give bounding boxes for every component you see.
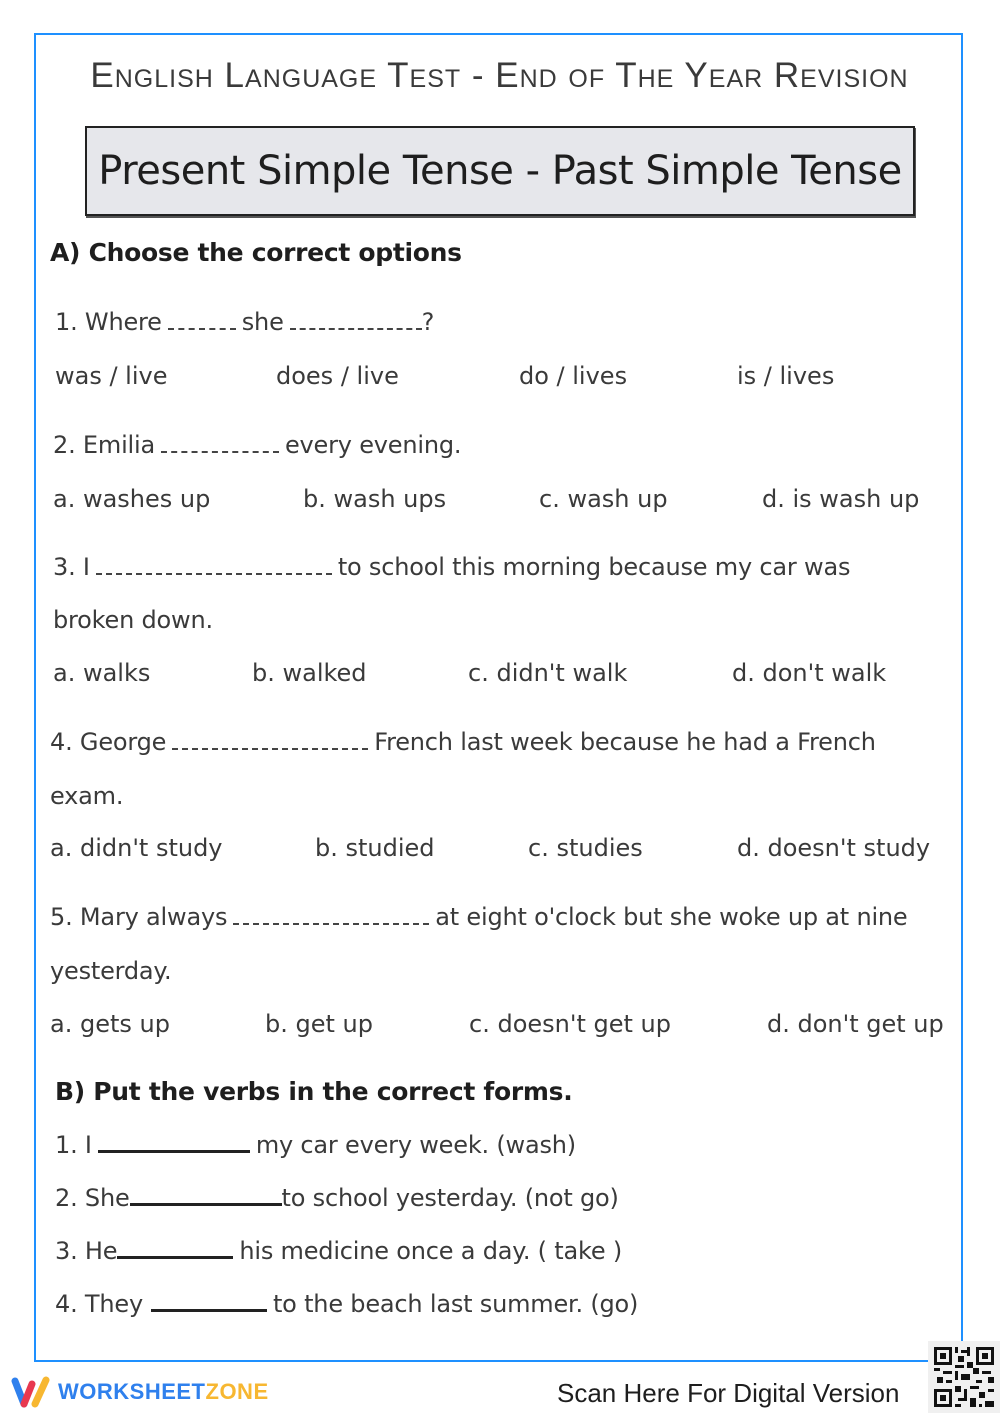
answer-blank[interactable] bbox=[233, 919, 429, 925]
option[interactable]: is / lives bbox=[737, 362, 835, 390]
answer-line[interactable] bbox=[117, 1250, 233, 1259]
question-5-continuation: yesterday. bbox=[50, 957, 172, 985]
option[interactable]: d. doesn't study bbox=[737, 834, 931, 862]
option[interactable]: c. studies bbox=[528, 834, 643, 862]
option[interactable]: does / live bbox=[276, 362, 399, 390]
brand-worksheet: WORKSHEET bbox=[58, 1379, 206, 1404]
option[interactable]: a. walks bbox=[53, 659, 151, 687]
answer-blank[interactable] bbox=[172, 744, 368, 750]
question-4: 4. George French last week because he had a French bbox=[50, 728, 876, 756]
option[interactable]: c. doesn't get up bbox=[469, 1010, 671, 1038]
question-3-continuation: broken down. bbox=[53, 606, 213, 634]
option[interactable]: b. wash ups bbox=[303, 485, 447, 513]
qr-code-icon[interactable] bbox=[928, 1341, 1000, 1413]
option[interactable]: d. don't walk bbox=[732, 659, 887, 687]
question-4-continuation: exam. bbox=[50, 782, 124, 810]
scan-instruction: Scan Here For Digital Version bbox=[557, 1378, 900, 1408]
option[interactable]: b. get up bbox=[265, 1010, 373, 1038]
answer-line[interactable] bbox=[98, 1144, 250, 1153]
question-3: 3. I to school this morning because my car was bbox=[53, 553, 851, 581]
question-2: 2. Emilia every evening. bbox=[53, 431, 462, 459]
section-a-heading: A) Choose the correct options bbox=[50, 238, 462, 267]
option[interactable]: was / live bbox=[55, 362, 168, 390]
answer-blank[interactable] bbox=[168, 324, 236, 330]
worksheetzone-logo[interactable] bbox=[10, 1376, 269, 1408]
option[interactable]: do / lives bbox=[519, 362, 628, 390]
verb-item-3: 3. He his medicine once a day. ( take ) bbox=[55, 1237, 622, 1265]
topic-title: Present Simple Tense - Past Simple Tense bbox=[98, 148, 902, 194]
brand-zone: ZONE bbox=[205, 1379, 269, 1404]
question-5: 5. Mary always at eight o'clock but she woke up at nine bbox=[50, 903, 908, 931]
answer-blank[interactable] bbox=[290, 324, 422, 330]
option[interactable]: a. didn't study bbox=[50, 834, 223, 862]
test-title: English Language Test - End of The Year Revision bbox=[90, 56, 909, 95]
option[interactable]: d. don't get up bbox=[767, 1010, 944, 1038]
section-b-heading: B) Put the verbs in the correct forms. bbox=[55, 1077, 573, 1106]
question-1: 1. Where she ? bbox=[55, 308, 435, 336]
logo-w-icon bbox=[10, 1376, 52, 1408]
option[interactable]: a. gets up bbox=[50, 1010, 170, 1038]
option[interactable]: c. wash up bbox=[539, 485, 668, 513]
topic-title-box bbox=[85, 126, 915, 216]
answer-blank[interactable] bbox=[96, 569, 332, 575]
option[interactable]: d. is wash up bbox=[762, 485, 920, 513]
option[interactable]: b. walked bbox=[252, 659, 367, 687]
verb-item-1: 1. I my car every week. (wash) bbox=[55, 1131, 576, 1159]
answer-line[interactable] bbox=[130, 1197, 282, 1206]
answer-line[interactable] bbox=[151, 1303, 267, 1312]
answer-blank[interactable] bbox=[161, 447, 279, 453]
option[interactable]: c. didn't walk bbox=[468, 659, 628, 687]
verb-item-2: 2. She to school yesterday. (not go) bbox=[55, 1184, 619, 1212]
page-frame bbox=[34, 33, 963, 1362]
option[interactable]: a. washes up bbox=[53, 485, 211, 513]
option[interactable]: b. studied bbox=[315, 834, 435, 862]
verb-item-4: 4. They to the beach last summer. (go) bbox=[55, 1290, 639, 1318]
